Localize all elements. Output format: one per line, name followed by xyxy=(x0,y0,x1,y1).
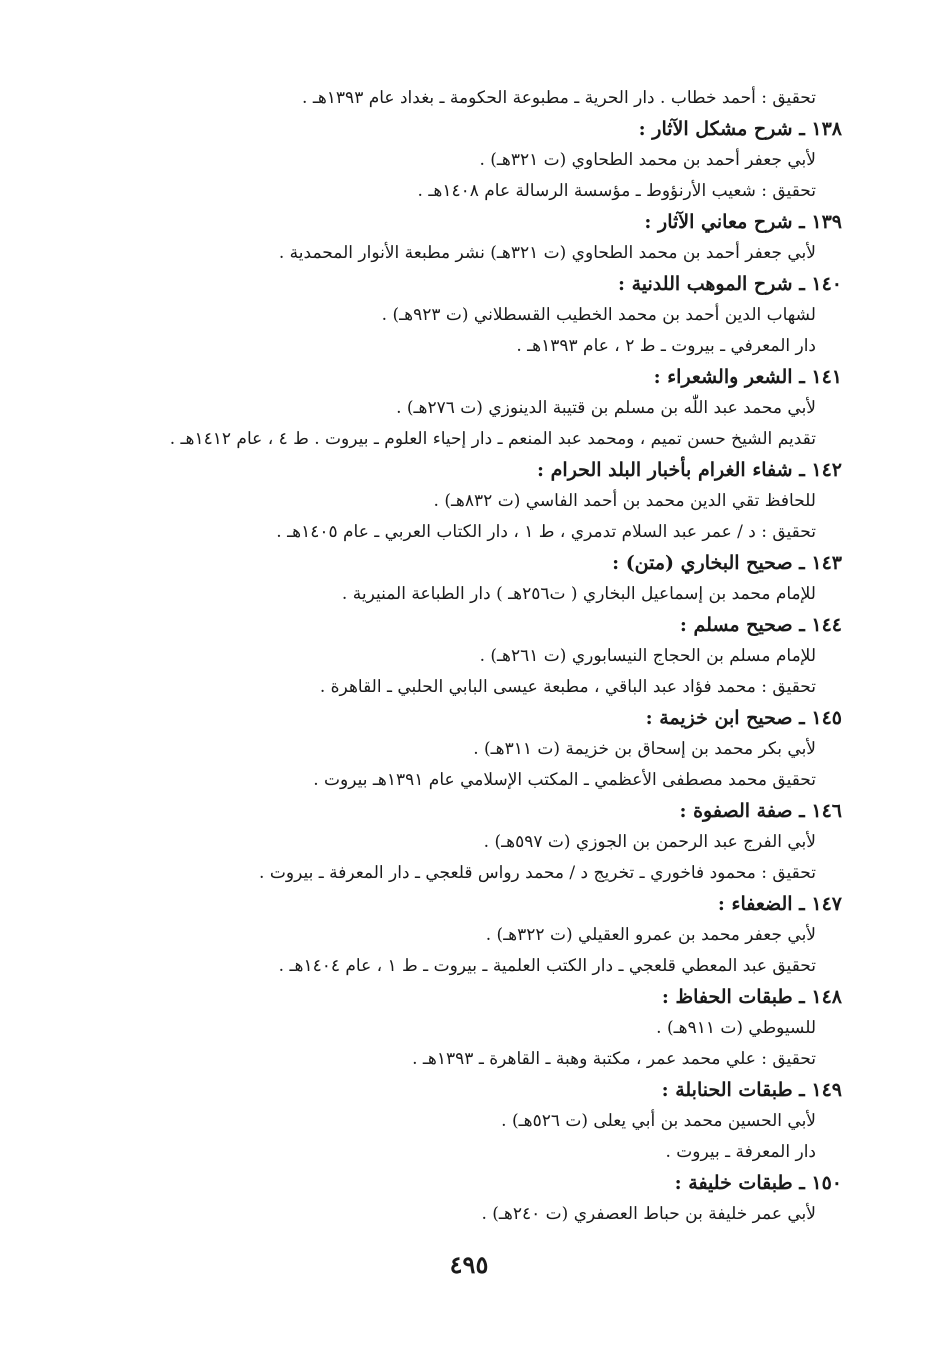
entry-detail: تحقيق محمد مصطفى الأعظمي ـ المكتب الإسلامي عام ١٣٩١هـ بيروت . xyxy=(313,770,816,790)
entry-title: ١٤٣ ـ صحيح البخاري (متن) : xyxy=(612,552,842,574)
entry-title: ١٣٩ ـ شرح معاني الآثار : xyxy=(644,211,842,233)
entry-title: ١٤٩ ـ طبقات الحنابلة : xyxy=(661,1079,842,1101)
entry-detail: لأبي جعفر محمد بن عمرو العقيلي (ت ٣٢٢هـ) . xyxy=(485,925,816,945)
entry-detail: للسيوطي (ت ٩١١هـ) . xyxy=(656,1018,816,1038)
entry-detail: لأبي الفرج عبد الرحمن بن الجوزي (ت ٥٩٧هـ) . xyxy=(483,832,816,852)
entry-detail: لأبي بكر محمد بن إسحاق بن خزيمة (ت ٣١١هـ) . xyxy=(473,739,816,759)
entry-detail: للحافظ تقي الدين محمد بن أحمد الفاسي (ت ٨٣٢هـ) . xyxy=(433,491,816,511)
entry-detail: للإمام مسلم بن الحجاج النيسابوري (ت ٢٦١هـ) . xyxy=(479,646,816,666)
entry-detail: للإمام محمد بن إسماعيل البخاري ( ت٢٥٦هـ ) دار الطباعة المنيرية . xyxy=(341,584,816,604)
entry-detail: لأبي عمر خليفة بن حباط العصفري (ت ٢٤٠هـ) . xyxy=(481,1204,816,1224)
entry-title: ١٤٨ ـ طبقات الحفاظ : xyxy=(661,986,842,1008)
entry-title: ١٤٢ ـ شفاء الغرام بأخبار البلد الحرام : xyxy=(537,459,842,481)
entry-detail: تحقيق : أحمد خطاب . دار الحرية ـ مطبوعة الحكومة ـ بغداد عام ١٣٩٣هـ . xyxy=(302,88,816,108)
entry-detail: تحقيق : شعيب الأرنؤوط ـ مؤسسة الرسالة عام ١٤٠٨هـ . xyxy=(417,181,816,201)
entry-detail: دار المعرفي ـ بيروت ـ ط ٢ ، عام ١٣٩٣هـ . xyxy=(516,336,816,356)
entry-detail: تقديم الشيخ حسن تميم ، ومحمد عبد المنعم ـ دار إحياء العلوم ـ بيروت . ط ٤ ، عام ١٤١٢هـ . xyxy=(169,429,816,449)
entry-detail: تحقيق : محمد فؤاد عبد الباقي ، مطبعة عيسى البابي الحلبي ـ القاهرة . xyxy=(319,677,816,697)
entry-detail: دار المعرفة ـ بيروت . xyxy=(665,1142,816,1162)
entry-title: ١٤٦ ـ صفة الصفوة : xyxy=(679,800,842,822)
entry-title: ١٤١ ـ الشعر والشعراء : xyxy=(653,366,842,388)
entry-title: ١٤٠ ـ شرح الموهب اللدنية : xyxy=(617,273,842,295)
entry-detail: تحقيق عبد المعطي قلعجي ـ دار الكتب العلمية ـ بيروت ـ ط ١ ، عام ١٤٠٤هـ . xyxy=(278,956,816,976)
entry-title: ١٣٨ ـ شرح مشكل الآثار : xyxy=(638,118,842,140)
entry-title: ١٥٠ ـ طبقات خليفة : xyxy=(674,1172,842,1194)
page-number: ٤٩٥ xyxy=(449,1250,489,1279)
entry-detail: لأبي الحسين محمد بن أبي يعلى (ت ٥٢٦هـ) . xyxy=(501,1111,816,1131)
entry-detail: لشهاب الدين أحمد بن محمد الخطيب القسطلاني (ت ٩٢٣هـ) . xyxy=(381,305,816,325)
entry-detail: تحقيق : محمود فاخوري ـ تخريج د / محمد رواس قلعجي ـ دار المعرفة ـ بيروت . xyxy=(259,863,816,883)
entry-title: ١٤٧ ـ الضعفاء : xyxy=(717,893,842,915)
entry-detail: تحقيق : علي محمد عمر ، مكتبة وهبة ـ القاهرة ـ ١٣٩٣هـ . xyxy=(412,1049,816,1069)
entry-detail: لأبي محمد عبد اللّٰه بن مسلم بن قتيبة الدينوزي (ت ٢٧٦هـ) . xyxy=(396,398,816,418)
entry-detail: لأبي جعفر أحمد بن محمد الطحاوي (ت ٣٢١هـ) . xyxy=(479,150,816,170)
entry-detail: تحقيق : د / عمر عبد السلام تدمري ، ط ١ ، دار الكتاب العربي ـ عام ١٤٠٥هـ . xyxy=(276,522,816,542)
entry-title: ١٤٤ ـ صحيح مسلم : xyxy=(679,614,842,636)
entry-title: ١٤٥ ـ صحيح ابن خزيمة : xyxy=(645,707,842,729)
entry-detail: لأبي جعفر أحمد بن محمد الطحاوي (ت ٣٢١هـ) نشر مطبعة الأنوار المحمدية . xyxy=(278,243,816,263)
